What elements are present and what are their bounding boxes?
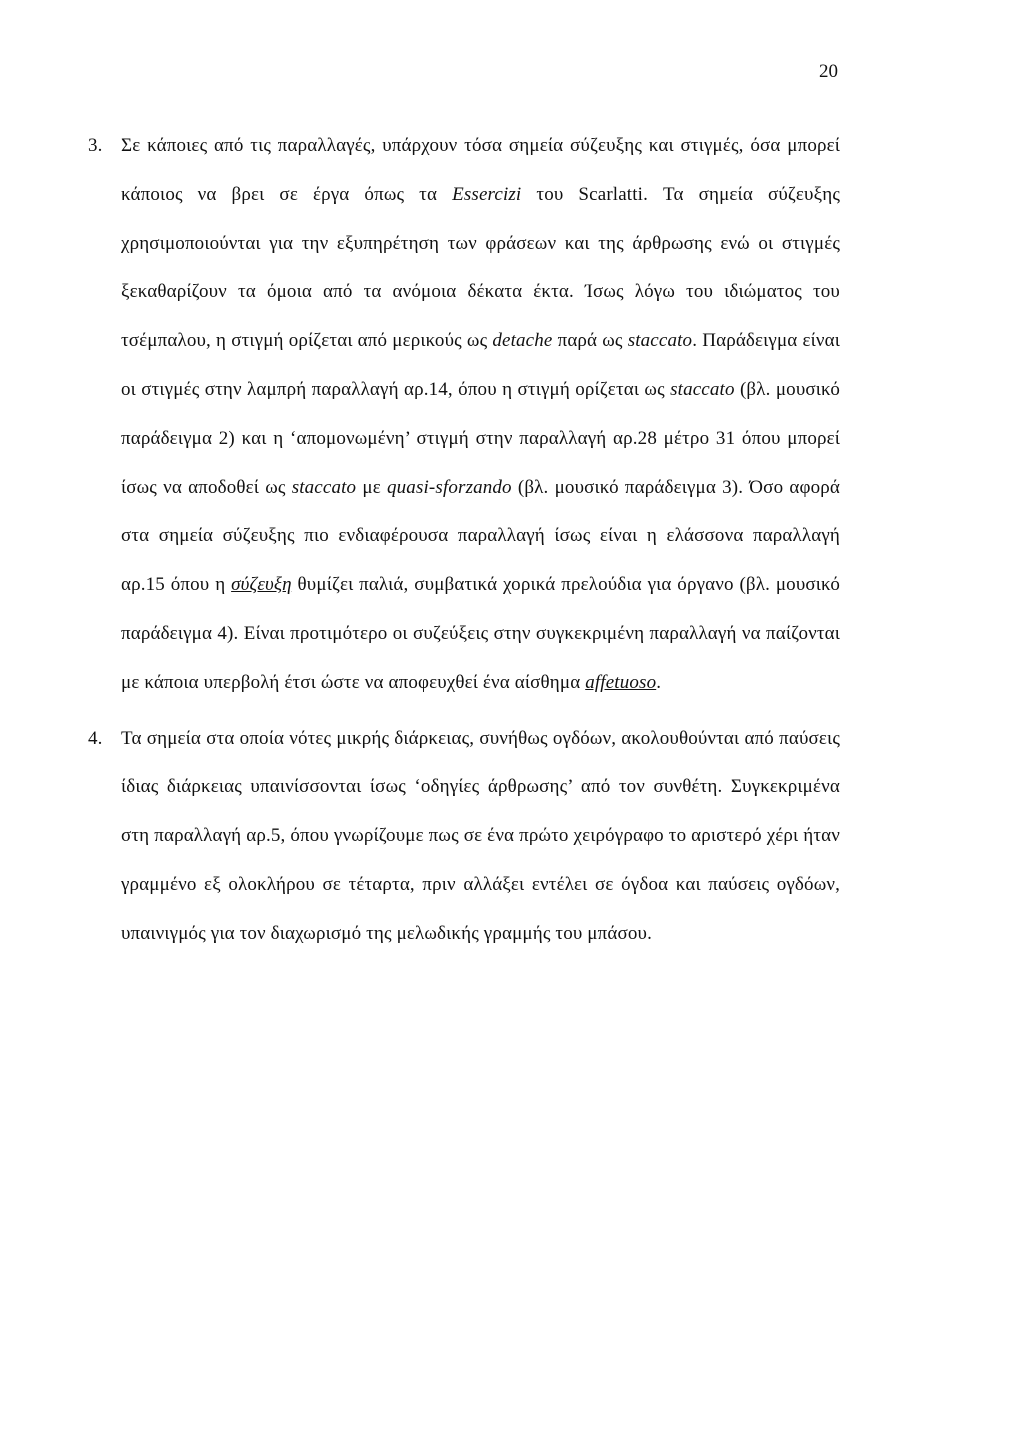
text-run: . Παράδειγμα είναι οι στιγμές στην λαμπρή παραλλαγή αρ.14, όπου η στιγμή ορίζεται ως: [121, 330, 840, 400]
paragraph-text: Τα σημεία στα οποία νότες μικρής διάρκειας, συνήθως ογδόων, ακολουθούνται από παύσεις ίδιας διάρκειας υπαινίσσονται ίσως ‘οδηγίες άρθρωσης’ από τον συνθέτη. Συγκεκριμένα στη παραλλαγή αρ.5, όπου γνωρίζουμε πως σε ένα πρώτο χειρόγραφο το αριστερό χέρι ήταν γραμμένο εξ ολοκλήρου σε τέταρτα, πριν αλλάξει εντέλει σε όγδοα και παύσεις ογδόων, υπαινιγμός για τον διαχωρισμό της μελωδικής γραμμής του μπάσου.: [121, 727, 840, 944]
paragraph-text: [121, 135, 840, 693]
numbered-list: [88, 122, 840, 959]
italic-term-detache: detache: [492, 330, 553, 352]
text-run: του Scarlatti. Τα σημεία σύζευξης χρησιμοποιούνται για την εξυπηρέτηση των φράσεων και της άρθρωσης ενώ οι στιγμές ξεκαθαρίζουν τα όμοια από τα ανόμοια δέκατα έκτα. Ίσως λόγω του ιδιώματος του τσέμπαλου, η στιγμή ορίζεται από μερικούς ως: [121, 183, 840, 352]
underlined-term-affetuoso: affetuoso: [585, 671, 657, 693]
italic-term-staccato: staccato: [627, 330, 693, 352]
text-run: (βλ. μουσικό παράδειγμα 2) και η ‘απομονωμένη’ στιγμή στην παραλλαγή αρ.28 μέτρο 31 όπου μπορεί ίσως να αποδοθεί ως: [121, 378, 840, 498]
list-item-3: [88, 122, 840, 708]
text-run: (βλ. μουσικό παράδειγμα 3). Όσο αφορά στα σημεία σύζευξης πιο ενδιαφέρουσα παραλλαγή ίσως είναι η ελάσσονα παραλλαγή αρ.15 όπου η: [121, 476, 840, 596]
page-number: 20: [819, 61, 838, 82]
text-run: Σε κάποιες από τις παραλλαγές, υπάρχουν τόσα σημεία σύζευξης και στιγμές, όσα μπορεί κάποιος να βρει σε έργα όπως τα: [121, 135, 840, 205]
item-number: 3.: [88, 135, 103, 156]
italic-term-essercizi: Essercizi: [452, 183, 522, 205]
list-item-4: [88, 715, 840, 959]
text-run: με: [356, 476, 387, 498]
text-run: παρά ως: [552, 330, 628, 352]
text-run: .: [656, 671, 662, 693]
italic-term-staccato: staccato: [291, 476, 357, 498]
underlined-term-syzeuxi: σύζευξη: [231, 574, 292, 596]
italic-term-quasi-sforzando: quasi-sforzando: [387, 476, 512, 498]
italic-term-staccato: staccato: [670, 378, 735, 400]
item-number: 4.: [88, 727, 103, 749]
text-run: θυμίζει παλιά, συμβατικά χορικά πρελούδια για όργανο (βλ. μουσικό παράδειγμα 4). Είναι προτιμότερο οι συζεύξεις στην συγκεκριμένη παραλλαγή να παίζονται με κάποια υπερβολή έτσι ώστε να αποφευχθεί ένα αίσθημα: [121, 574, 840, 693]
